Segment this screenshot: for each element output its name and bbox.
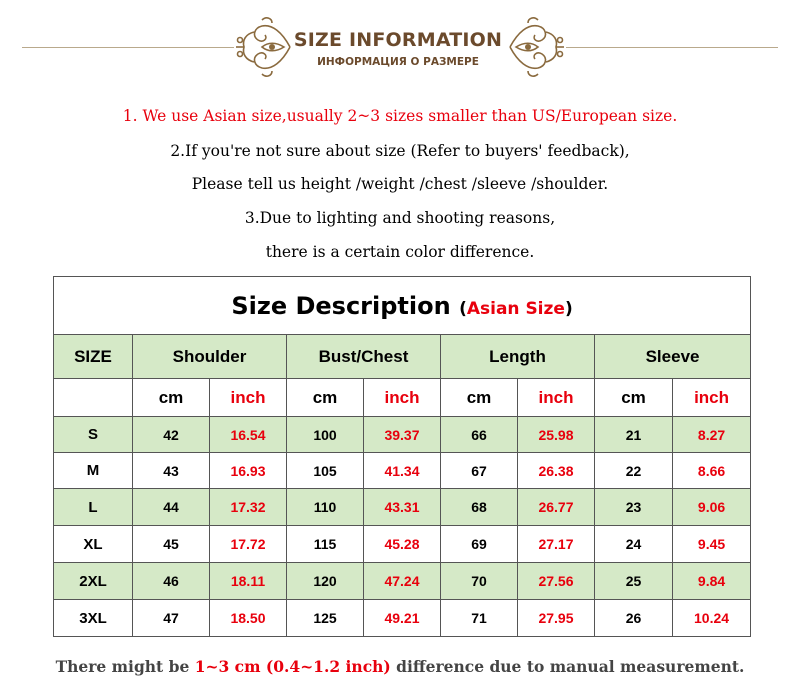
length-cm: 70	[441, 563, 518, 600]
sleeve-cm: 21	[595, 417, 673, 453]
note-line-1: 1. We use Asian size,usually 2~3 sizes smaller than US/European size.	[122, 107, 678, 125]
sleeve-inch: 8.66	[673, 453, 751, 489]
sleeve-cm: 26	[595, 600, 673, 637]
table-row	[54, 526, 751, 563]
header-rule-right	[566, 47, 778, 48]
size-label: M	[54, 453, 133, 489]
unit-inch: inch	[364, 379, 441, 417]
note-line-2: 2.If you're not sure about size (Refer to buyers' feedback),	[170, 142, 630, 160]
table-row	[54, 600, 751, 637]
caption-asian-size: Asian Size	[466, 298, 565, 319]
shoulder-cm: 45	[133, 526, 210, 563]
sleeve-inch: 9.84	[673, 563, 751, 600]
caption-open-paren: (	[459, 298, 467, 319]
bust-cm: 110	[287, 489, 364, 526]
length-inch: 27.17	[518, 526, 595, 563]
footer-prefix: There might be	[55, 657, 195, 676]
shoulder-cm: 43	[133, 453, 210, 489]
header-title: SIZE INFORMATION	[293, 29, 503, 51]
bust-cm: 115	[287, 526, 364, 563]
table-row	[54, 453, 751, 489]
col-header-shoulder: Shoulder	[133, 335, 287, 379]
bust-inch: 47.24	[364, 563, 441, 600]
header-subtitle: ИНФОРМАЦИЯ О РАЗМЕРЕ	[317, 56, 479, 68]
footer-highlight: 1~3 cm (0.4~1.2 inch)	[194, 657, 391, 676]
size-label: XL	[54, 526, 133, 563]
unit-inch: inch	[518, 379, 595, 417]
size-label: 3XL	[54, 600, 133, 637]
caption-close-paren: )	[564, 298, 573, 319]
bust-cm: 120	[287, 563, 364, 600]
shoulder-inch: 16.54	[210, 417, 287, 453]
shoulder-inch: 18.50	[210, 600, 287, 637]
unit-cm: cm	[287, 379, 364, 417]
bust-cm: 100	[287, 417, 364, 453]
shoulder-cm: 44	[133, 489, 210, 526]
sleeve-inch: 9.45	[673, 526, 751, 563]
note-line-4: 3.Due to lighting and shooting reasons,	[244, 209, 556, 227]
sleeve-inch: 10.24	[673, 600, 751, 637]
shoulder-cm: 47	[133, 600, 210, 637]
length-inch: 27.95	[518, 600, 595, 637]
footer-suffix: difference due to manual measurement.	[390, 657, 745, 676]
col-header-size: SIZE	[54, 335, 133, 379]
footer-note	[0, 657, 800, 677]
length-inch: 26.77	[518, 489, 595, 526]
bust-inch: 45.28	[364, 526, 441, 563]
col-header-length: Length	[441, 335, 595, 379]
note-line-5: there is a certain color difference.	[265, 243, 535, 261]
length-inch: 26.38	[518, 453, 595, 489]
shoulder-inch: 18.11	[210, 563, 287, 600]
note-line-3: Please tell us height /weight /chest /sleeve /shoulder.	[191, 175, 609, 193]
sleeve-cm: 22	[595, 453, 673, 489]
sleeve-cm: 25	[595, 563, 673, 600]
unit-blank	[54, 379, 133, 417]
length-cm: 66	[441, 417, 518, 453]
size-label: L	[54, 489, 133, 526]
bust-inch: 41.34	[364, 453, 441, 489]
length-cm: 69	[441, 526, 518, 563]
caption-title: Size Description	[231, 291, 451, 320]
ornament-right-icon	[506, 14, 568, 80]
unit-inch: inch	[673, 379, 751, 417]
table-caption	[54, 277, 751, 335]
table-header-row	[54, 335, 751, 379]
bust-inch: 43.31	[364, 489, 441, 526]
unit-cm: cm	[441, 379, 518, 417]
length-cm: 67	[441, 453, 518, 489]
col-header-sleeve: Sleeve	[595, 335, 751, 379]
sleeve-inch: 9.06	[673, 489, 751, 526]
shoulder-inch: 17.72	[210, 526, 287, 563]
shoulder-inch: 17.32	[210, 489, 287, 526]
length-inch: 27.56	[518, 563, 595, 600]
size-label: S	[54, 417, 133, 453]
sleeve-cm: 24	[595, 526, 673, 563]
shoulder-inch: 16.93	[210, 453, 287, 489]
shoulder-cm: 42	[133, 417, 210, 453]
size-table	[53, 276, 751, 637]
table-row	[54, 417, 751, 453]
bust-inch: 39.37	[364, 417, 441, 453]
table-row	[54, 563, 751, 600]
unit-cm: cm	[133, 379, 210, 417]
length-cm: 71	[441, 600, 518, 637]
header-rule-left	[22, 47, 234, 48]
length-cm: 68	[441, 489, 518, 526]
sleeve-inch: 8.27	[673, 417, 751, 453]
bust-cm: 125	[287, 600, 364, 637]
table-row	[54, 489, 751, 526]
unit-row	[54, 379, 751, 417]
shoulder-cm: 46	[133, 563, 210, 600]
sleeve-cm: 23	[595, 489, 673, 526]
unit-cm: cm	[595, 379, 673, 417]
unit-inch: inch	[210, 379, 287, 417]
length-inch: 25.98	[518, 417, 595, 453]
col-header-bust: Bust/Chest	[287, 335, 441, 379]
size-label: 2XL	[54, 563, 133, 600]
bust-cm: 105	[287, 453, 364, 489]
bust-inch: 49.21	[364, 600, 441, 637]
